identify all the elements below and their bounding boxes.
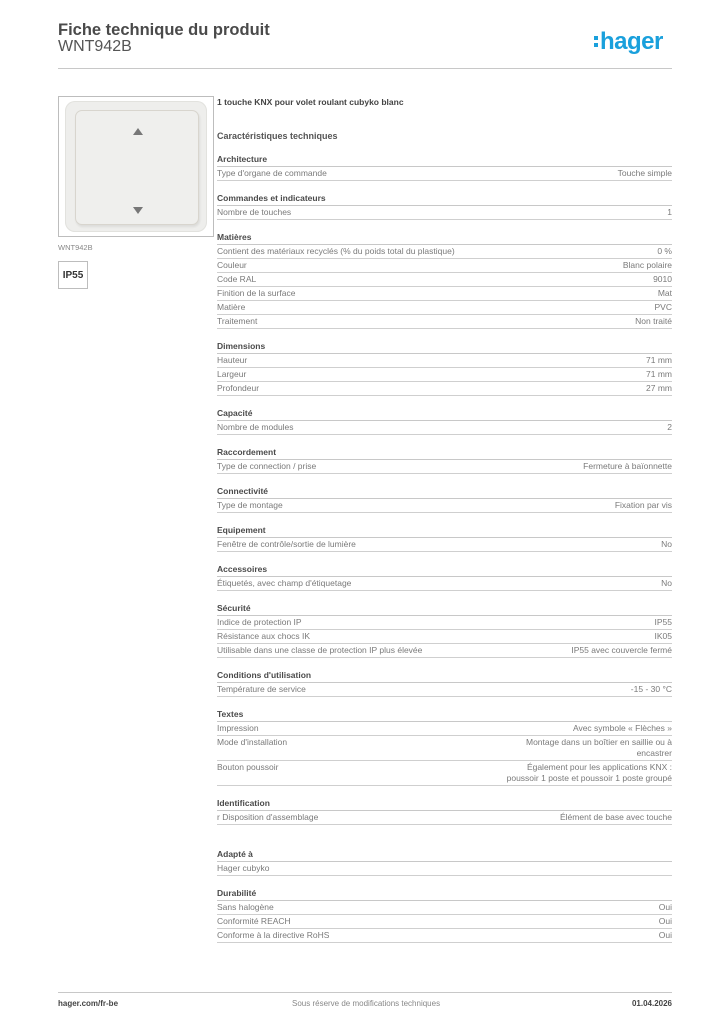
spec-label: Matière [217,302,246,312]
spec-label: Bouton poussoir [217,762,279,772]
spec-value: Touche simple [617,168,672,178]
spec-content [217,96,672,943]
spec-row [217,315,672,329]
spec-row [217,683,672,697]
section-title: Identification [217,798,672,811]
spec-label: Nombre de modules [217,422,294,432]
section-title: Dimensions [217,341,672,354]
spec-value: Oui [658,916,672,926]
spec-row [217,259,672,273]
spec-label: Sans halogène [217,902,274,912]
spec-section [217,849,672,876]
spec-value: 1 [667,207,672,217]
footer-date: 01.04.2026 [631,999,672,1008]
section-title: Connectivité [217,486,672,499]
section-title: Conditions d'utilisation [217,670,672,683]
spec-value: -15 - 30 °C [630,684,672,694]
spec-row [217,287,672,301]
spec-label: Indice de protection IP [217,617,302,627]
section-title: Commandes et indicateurs [217,193,672,206]
spec-section [217,888,672,943]
page-title: Fiche technique du produit [58,21,270,39]
spec-value: No [661,539,672,549]
tech-characteristics-title: Caractéristiques techniques [217,131,338,141]
spec-row [217,722,672,736]
image-caption: WNT942B [58,243,93,252]
section-title: Raccordement [217,447,672,460]
spec-label: Couleur [217,260,247,270]
section-title: Matières [217,232,672,245]
spec-row [217,761,672,786]
spec-section [217,486,672,513]
spec-value: Également pour les applications KNX : poussoir 1 poste et poussoir 1 poste groupé [506,762,672,783]
arrow-down-icon [133,207,143,214]
spec-value: Mat [657,288,672,298]
spec-section [217,232,672,329]
spec-section [217,408,672,435]
spec-value: IK05 [654,631,672,641]
spec-row [217,421,672,435]
footer-website: hager.com/fr-be [58,999,119,1008]
spec-sections [217,154,672,943]
spec-value: Montage dans un boîtier en saillie ou à encastrer [525,737,672,758]
spec-section [217,603,672,658]
spec-row [217,460,672,474]
spec-row [217,301,672,315]
spec-label: Conformité REACH [217,916,291,926]
spec-row [217,245,672,259]
spec-label: Finition de la surface [217,288,296,298]
section-title: Capacité [217,408,672,421]
spec-row [217,273,672,287]
spec-label: Mode d'installation [217,737,288,747]
spec-row [217,811,672,825]
spec-row [217,630,672,644]
spec-section [217,709,672,786]
spec-row [217,929,672,943]
spec-value: Oui [658,930,672,940]
spec-label: Utilisable dans une classe de protection IP plus élevée [217,645,423,655]
product-image [58,96,214,237]
spec-label: Fenêtre de contrôle/sortie de lumière [217,539,356,549]
product-description: 1 touche KNX pour volet roulant cubyko blanc [217,97,404,107]
spec-value: 71 mm [646,355,672,365]
spec-section [217,447,672,474]
spec-label: Traitement [217,316,258,326]
spec-label: Type d'organe de commande [217,168,327,178]
hager-logo [594,28,663,56]
spec-label: Résistance aux chocs IK [217,631,311,641]
switch-key [75,110,199,225]
spec-section [217,798,672,825]
spec-label: Température de service [217,684,306,694]
spec-label: Hauteur [217,355,248,365]
section-title: Architecture [217,154,672,167]
spec-label: Largeur [217,369,247,379]
spec-section [217,670,672,697]
spec-label: Conforme à la directive RoHS [217,930,330,940]
spec-value: Fixation par vis [614,500,672,510]
spec-label: Code RAL [217,274,257,284]
spec-row [217,901,672,915]
arrow-up-icon [133,128,143,135]
spec-value: Non traité [635,316,672,326]
spec-row [217,354,672,368]
spec-label: Type de connection / prise [217,461,317,471]
footer-divider [58,992,672,993]
spec-section [217,341,672,396]
spec-label: Profondeur [217,383,260,393]
spec-value: 27 mm [646,383,672,393]
spec-section [217,564,672,591]
spec-value: 71 mm [646,369,672,379]
spec-row [217,736,672,761]
spec-section [217,193,672,220]
spec-section [217,525,672,552]
logo-text: hager [600,28,663,55]
spec-row [217,915,672,929]
spec-value: Élément de base avec touche [560,812,672,822]
spec-value: 9010 [653,274,672,284]
spec-label: Contient des matériaux recyclés (% du poids total du plastique) [217,246,455,256]
spec-label: Étiquetés, avec champ d'étiquetage [217,578,352,588]
spec-value: 0 % [657,246,672,256]
section-title: Durabilité [217,888,672,901]
spec-section [217,154,672,181]
section-title: Textes [217,709,672,722]
spec-value: 2 [667,422,672,432]
spec-value: IP55 avec couvercle fermé [571,645,672,655]
footer-disclaimer: Sous réserve de modifications techniques [292,999,441,1008]
spec-label: Type de montage [217,500,283,510]
spec-row [217,382,672,396]
product-code: WNT942B [58,38,132,55]
switch-frame [65,101,207,232]
spec-row [217,206,672,220]
section-title: Sécurité [217,603,672,616]
spec-row [217,577,672,591]
section-title: Equipement [217,525,672,538]
spec-value: Fermeture à baïonnette [583,461,672,471]
spec-label: r Disposition d'assemblage [217,812,319,822]
spec-value: PVC [654,302,672,312]
spec-value: Oui [658,902,672,912]
spec-value: Blanc polaire [622,260,672,270]
spec-value: Avec symbole « Flèches » [572,723,672,733]
section-title: Accessoires [217,564,672,577]
spec-row [217,538,672,552]
spec-label: Nombre de touches [217,207,292,217]
logo-colon-icon [594,30,598,50]
spec-row [217,499,672,513]
spec-row [217,862,672,876]
spec-row [217,644,672,658]
spec-row [217,167,672,181]
header-divider [58,68,672,69]
spec-row [217,368,672,382]
spec-value: IP55 [654,617,672,627]
section-title: Adapté à [217,849,672,862]
spec-label: Impression [217,723,259,733]
ip-rating-badge: IP55 [58,261,88,289]
spec-value: No [661,578,672,588]
spec-row [217,616,672,630]
spec-label: Hager cubyko [217,863,270,873]
